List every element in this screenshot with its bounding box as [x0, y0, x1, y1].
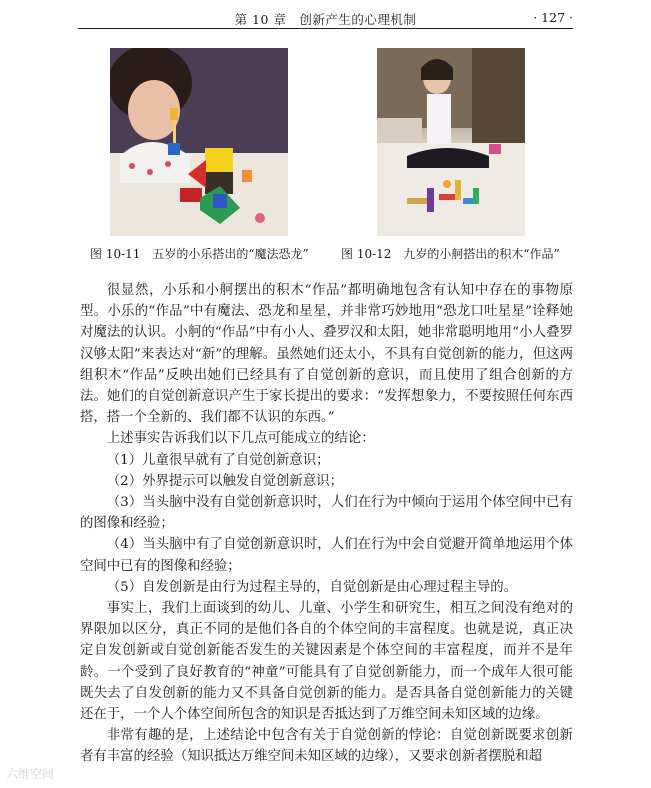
paragraph: 上述事实告诉我们以下几点可能成立的结论： — [106, 431, 375, 447]
figure-caption: 图 10-11 五岁的小乐搭出的“魔法恐龙” — [90, 247, 309, 261]
body-text — [80, 280, 573, 768]
watermark: 六维空间 — [6, 767, 55, 781]
list-item: （2）外界提示可以触发自觉创新意识； — [106, 473, 343, 489]
list-item: （4）当头脑中有了自觉创新意识时，人们在行为中会自觉避开简单地运用个体空间中已有的图像和经验； — [80, 537, 573, 574]
page-number: · 127 · — [533, 10, 573, 25]
chapter-title: 第 10 章 创新产生的心理机制 — [234, 12, 417, 27]
list-item: （1）儿童很早就有了自觉创新意识； — [106, 452, 330, 468]
list-item: （3）当头脑中没有自觉创新意识时，人们在行为中倾向于运用个体空间中已有的图像和经验； — [80, 495, 573, 532]
running-header — [78, 8, 573, 29]
paragraph: 事实上，我们上面谈到的幼儿、儿童、小学生和研究生，相互之间没有绝对的界限加以区分，真正不同的是他们各自的个体空间的丰富程度。也就是说，真正决定自发创新或自觉创新能否发生的关键因素是个体空间的丰富程度，而并不是年龄。一个受到了良好教育的“神童”可能具有了自觉创新能力，而一个成年人很可能既失去了自发创新的能力又不具备自觉创新的能力。是否具备自觉创新能力的关键还在于，一个人个体空间所包含的知识是否抵达到了万维空间未知区域的边缘。 — [80, 601, 573, 723]
paragraph: 非常有趣的是，上述结论中包含有关于自觉创新的悖论：自觉创新既要求创新者有丰富的经验（知识抵达万维空间未知区域的边缘），又要求创新者摆脱和超 — [80, 728, 573, 765]
photo-magic-dinosaur — [110, 48, 288, 236]
figure-caption: 图 10-12 九岁的小舸搭出的积木“作品” — [341, 247, 560, 261]
photo-block-work — [377, 48, 525, 236]
photo-magic-dinosaur-drawing — [110, 48, 288, 236]
list-item: （5）自发创新是由行为过程主导的，自觉创新是由心理过程主导的。 — [106, 579, 518, 595]
photo-block-work-drawing — [377, 48, 525, 236]
paragraph: 很显然，小乐和小舸摆出的积木“作品”都明确地包含有认知中存在的事物原型。小乐的“作品”中有魔法、恐龙和星星，并非常巧妙地用“恐龙口吐星星”诠释她对魔法的认识。小舸的“作品”中有小人、叠罗汉和太阳，她非常聪明地用“小人叠罗汉够太阳”来表达对“新”的理解。虽然她们还太小，不具有自觉创新的能力，但这两组积木“作品”反映出她们已经具有了自觉创新的意识，而且使用了组合创新的方法。她们的自觉创新意识产生于家长提出的要求：“发挥想象力，不要按照任何东西搭，搭一个全新的、我们都不认识的东西。” — [80, 283, 573, 426]
